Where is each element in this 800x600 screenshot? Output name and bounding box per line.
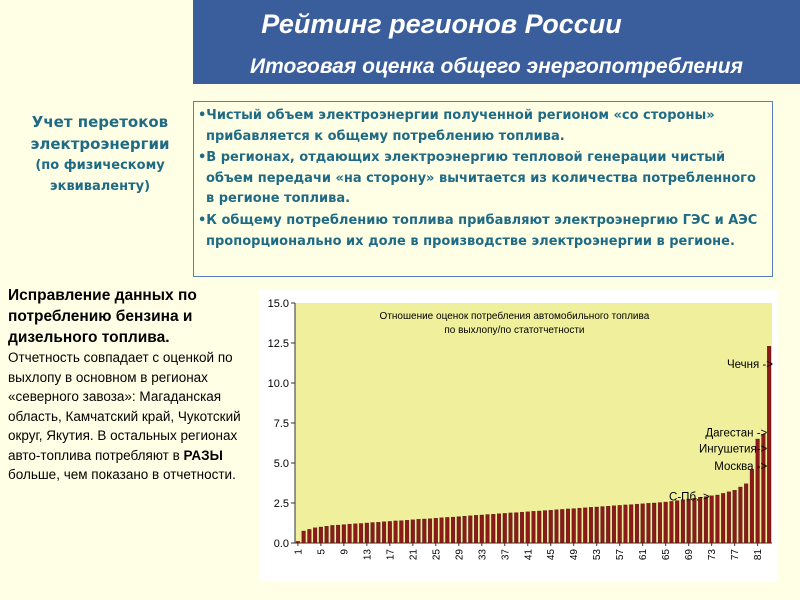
annotation-label: Чечня -> [727, 358, 773, 371]
bar [624, 505, 628, 543]
y-tick-label: 12.5 [267, 338, 289, 350]
bar [348, 524, 352, 543]
bar [647, 503, 651, 543]
bar [388, 521, 392, 543]
bar [612, 506, 616, 543]
bar [566, 509, 570, 543]
bar [371, 523, 375, 543]
bar [555, 510, 559, 543]
bar [572, 509, 576, 543]
bar [434, 518, 438, 543]
bar [336, 525, 340, 543]
bar [451, 517, 455, 543]
bar [428, 519, 432, 543]
page-subtitle: Итоговая оценка общего энергопотребления [250, 55, 743, 78]
annotation-label: С-Пб.-> [669, 491, 710, 504]
side-heading-line: электроэнергии [30, 135, 170, 153]
bar [578, 508, 582, 543]
bar [675, 501, 679, 543]
annotation-label: Дагестан -> [705, 427, 768, 440]
x-tick-label: 37 [500, 549, 512, 561]
x-tick-label: 49 [569, 549, 581, 561]
rule-item: •Чистый объем электроэнергии полученной регионом «со стороны» прибавляется к общему потреблению топлива. [198, 108, 715, 144]
x-tick-label: 9 [339, 549, 351, 555]
bar [767, 346, 771, 543]
bar [411, 520, 415, 543]
x-tick-label: 69 [684, 549, 696, 561]
bar-chart [259, 290, 778, 582]
bar [532, 511, 536, 543]
y-tick-label: 5.0 [273, 458, 289, 470]
bar [727, 492, 731, 543]
bar [733, 490, 737, 543]
x-tick-label: 53 [592, 549, 604, 561]
x-tick-label: 45 [546, 549, 558, 561]
x-tick-label: 65 [661, 549, 673, 561]
bar [509, 513, 513, 543]
bar [308, 529, 312, 543]
chart-title: Отношение оценок потребления автомобильного топлива [379, 311, 650, 322]
bar [422, 519, 426, 543]
bar [359, 523, 363, 543]
x-tick-label: 73 [707, 549, 719, 561]
x-tick-label: 21 [408, 549, 420, 561]
bar [549, 510, 553, 543]
chart-panel [259, 290, 778, 582]
bar [503, 513, 507, 543]
side-heading-note: эквиваленту) [49, 179, 151, 194]
correction-body [8, 348, 253, 485]
bar [526, 512, 530, 543]
bar [514, 513, 518, 543]
bar [601, 507, 605, 543]
bar [606, 506, 610, 543]
bar [664, 502, 668, 543]
side-heading [10, 111, 190, 197]
bar [693, 498, 697, 543]
bar [497, 514, 501, 543]
bar [342, 525, 346, 543]
bar [296, 541, 300, 543]
bar [641, 504, 645, 543]
bar [698, 497, 702, 543]
bar [468, 516, 472, 543]
correction-emphasis: РАЗЫ [183, 447, 223, 463]
y-tick-label: 7.5 [273, 418, 289, 430]
bar [739, 487, 743, 543]
side-heading-line: Учет перетоков [31, 113, 169, 131]
bar [681, 500, 685, 543]
x-tick-label: 81 [753, 549, 765, 561]
correction-body-end: больше, чем показано в отчетности. [8, 467, 236, 482]
x-tick-label: 25 [431, 549, 443, 561]
bar [670, 501, 674, 543]
x-tick-label: 61 [638, 549, 650, 561]
bar [302, 531, 306, 543]
bar [474, 515, 478, 543]
x-tick-label: 29 [454, 549, 466, 561]
bar [480, 515, 484, 543]
bar [325, 526, 329, 543]
x-tick-label: 33 [477, 549, 489, 561]
annotation-label: Ингушетия-> [698, 443, 768, 456]
bar [365, 523, 369, 543]
correction-body-start: Отчетность совпадает с оценкой по выхлопу в основном в регионах «северного завоза»: Магаданская область, Камчатский край, Чукотский округ, Якутия. В остальных регионах авто-топлива потребляют в [8, 350, 241, 463]
chart-title: по выхлопу/по статотчетности [444, 325, 585, 336]
x-tick-label: 57 [615, 549, 627, 561]
bar [440, 518, 444, 543]
side-heading-note: (по физическому [35, 158, 165, 173]
bar [491, 514, 495, 543]
bar [744, 484, 748, 543]
bar [652, 503, 656, 543]
bar [750, 469, 754, 543]
bar [331, 525, 335, 543]
bar [405, 520, 409, 543]
page-title: Рейтинг регионов России [261, 9, 622, 39]
bar [710, 496, 714, 543]
bar [658, 503, 662, 543]
y-tick-label: 10.0 [267, 378, 289, 390]
bar [354, 524, 358, 543]
rules-box [193, 101, 773, 277]
x-tick-label: 77 [730, 549, 742, 561]
bar [721, 493, 725, 543]
x-tick-label: 5 [316, 549, 328, 555]
bar [687, 499, 691, 543]
bar [486, 515, 490, 543]
bar [376, 522, 380, 543]
bar [313, 528, 317, 543]
bar [560, 509, 564, 543]
bar [520, 512, 524, 543]
x-tick-label: 17 [385, 549, 397, 561]
bar [382, 522, 386, 543]
title-bar [193, 0, 800, 84]
bar [629, 505, 633, 543]
y-tick-label: 0.0 [273, 538, 289, 550]
bar [394, 521, 398, 543]
bar [457, 517, 461, 543]
y-tick-label: 15.0 [267, 298, 289, 310]
bar [635, 504, 639, 543]
bar [543, 511, 547, 543]
bar [445, 517, 449, 543]
bar [595, 507, 599, 543]
y-tick-label: 2.5 [273, 498, 289, 510]
bar [399, 521, 403, 543]
annotation-label: Москва -> [714, 461, 768, 474]
rule-item: •В регионах, отдающих электроэнергию тепловой генерации чистый объем передачи «на сторону» вычитается из количества потребленного в регионе топлива. [198, 150, 756, 206]
bar [583, 508, 587, 543]
correction-text [8, 285, 253, 485]
bar [618, 505, 622, 543]
bar [537, 511, 541, 543]
correction-heading: Исправление данных по потреблению бензина и дизельного топлива. [8, 287, 197, 346]
bar [589, 507, 593, 543]
x-tick-label: 1 [293, 549, 305, 555]
bar [463, 516, 467, 543]
bar [319, 527, 323, 543]
rule-item: •К общему потреблению топлива прибавляют электроэнергию ГЭС и АЭС пропорционально их доле в производстве электроэнергии в регионе. [198, 213, 758, 249]
bar [417, 519, 421, 543]
bar [716, 495, 720, 543]
x-tick-label: 13 [362, 549, 374, 561]
x-tick-label: 41 [523, 549, 535, 561]
